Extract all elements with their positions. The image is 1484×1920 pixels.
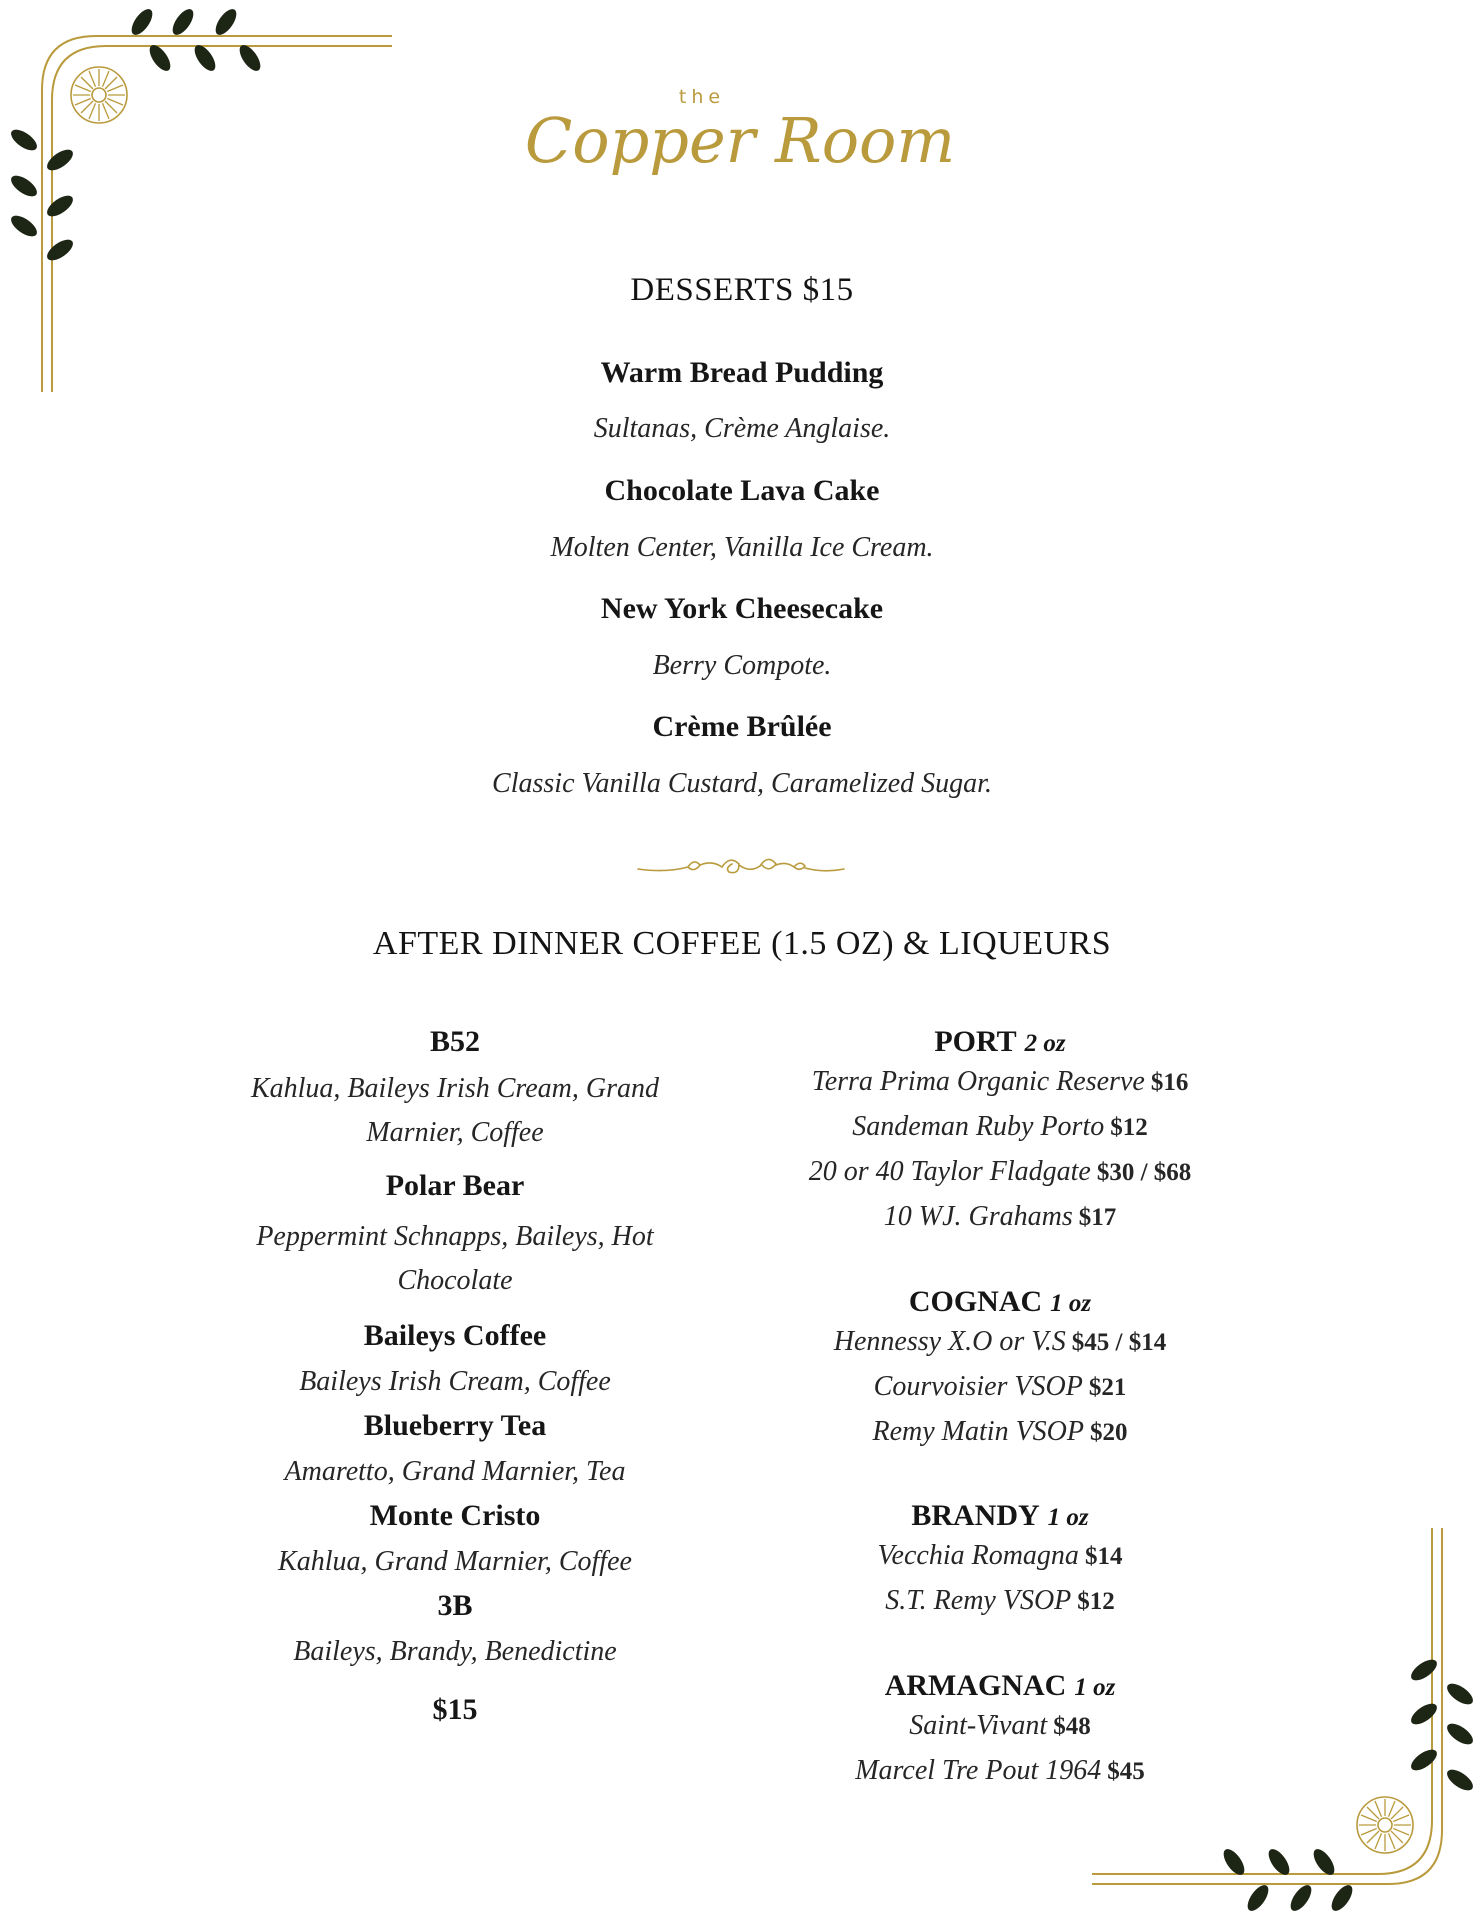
desserts-heading: DESSERTS $15	[630, 272, 854, 308]
spirit-line	[760, 1579, 1240, 1624]
dessert-desc: Classic Vanilla Custard, Caramelized Sugar.	[492, 768, 992, 799]
leaf-vine-icon	[8, 6, 265, 265]
top-left-corner-ornament	[0, 0, 400, 400]
spirit-item-name: Courvoisier VSOP	[873, 1371, 1083, 1402]
spirit-name: COGNAC	[908, 1285, 1043, 1318]
spirit-item-name: Sandeman Ruby Porto	[852, 1111, 1105, 1142]
spirit-heading	[760, 1666, 1240, 1708]
spirit-name: ARMAGNAC	[884, 1669, 1067, 1702]
spirits-armagnac	[760, 1666, 1240, 1794]
dessert-name: Warm Bread Pudding	[600, 356, 884, 389]
sunburst-icon	[71, 67, 127, 123]
spirit-item-price: $45	[1107, 1758, 1145, 1785]
spirits-cognac	[760, 1282, 1240, 1455]
after-dinner-heading: AFTER DINNER COFFEE (1.5 OZ) & LIQUEURS	[372, 925, 1112, 962]
spirit-line	[760, 1150, 1240, 1195]
coffee-item	[230, 1316, 680, 1404]
spirit-heading	[760, 1282, 1240, 1324]
spirit-item-price: $21	[1088, 1374, 1127, 1401]
spirit-unit: 2 oz	[1024, 1030, 1066, 1057]
coffee-list	[230, 1022, 680, 1730]
spirit-item-price: $20	[1090, 1419, 1128, 1446]
spirit-line	[760, 1365, 1240, 1410]
coffee-desc: Kahlua, Grand Marnier, Coffee	[278, 1546, 632, 1577]
logo-name: Copper Room	[524, 104, 956, 177]
dessert-name: Chocolate Lava Cake	[604, 474, 880, 507]
coffee-name: Polar Bear	[385, 1169, 525, 1202]
spirit-line	[760, 1060, 1240, 1105]
coffee-item	[230, 1166, 680, 1303]
spirit-item-price: $17	[1078, 1204, 1117, 1231]
coffee-name: Baileys Coffee	[363, 1319, 547, 1352]
spirits-port	[760, 1022, 1240, 1240]
spirit-heading	[760, 1022, 1240, 1064]
spirit-line	[760, 1749, 1240, 1794]
coffee-item	[230, 1406, 680, 1494]
coffee-name: B52	[429, 1025, 480, 1058]
spirit-item-price: $48	[1053, 1713, 1091, 1740]
spirit-item-name: Hennessy X.O or V.S	[833, 1326, 1066, 1357]
spirit-item-price: $14	[1084, 1543, 1123, 1570]
spirit-item-price: $16	[1150, 1069, 1189, 1096]
coffee-desc: Amaretto, Grand Marnier, Tea	[284, 1456, 626, 1487]
coffee-item	[230, 1496, 680, 1584]
logo-prefix: the	[678, 86, 726, 108]
spirit-unit: 1 oz	[1050, 1290, 1092, 1317]
spirits-brandy	[760, 1496, 1240, 1624]
coffee-name: 3B	[437, 1589, 473, 1622]
dessert-name: Crème Brûlée	[652, 710, 832, 743]
spirit-item-name: Marcel Tre Pout 1964	[855, 1755, 1102, 1786]
spirit-item-name: S.T. Remy VSOP	[885, 1585, 1072, 1616]
spirit-line	[760, 1410, 1240, 1455]
dessert-name: New York Cheesecake	[600, 592, 884, 625]
coffee-name: Monte Cristo	[369, 1499, 541, 1532]
coffee-item	[230, 1586, 680, 1674]
coffee-desc: Baileys, Brandy, Benedictine	[293, 1636, 617, 1667]
spirit-item-price: $12	[1077, 1588, 1115, 1615]
spirit-name: BRANDY	[911, 1499, 1040, 1532]
spirit-line	[760, 1704, 1240, 1749]
spirit-item-name: 20 or 40 Taylor Fladgate	[808, 1156, 1091, 1187]
spirit-item-name: Vecchia Romagna	[877, 1540, 1079, 1571]
spirit-heading	[760, 1496, 1240, 1538]
spirit-name: PORT	[934, 1025, 1017, 1058]
coffee-item	[230, 1022, 680, 1155]
spirit-item-name: 10 WJ. Grahams	[883, 1201, 1073, 1232]
coffee-desc: Kahlua, Baileys Irish Cream, Grand Marnier, Coffee	[250, 1073, 660, 1148]
coffee-desc: Baileys Irish Cream, Coffee	[299, 1366, 611, 1397]
coffee-price: $15	[432, 1693, 478, 1726]
spirit-unit: 1 oz	[1074, 1674, 1116, 1701]
spirit-item-price: $45 / $14	[1071, 1329, 1167, 1356]
spirit-line	[760, 1195, 1240, 1240]
spirit-item-name: Saint-Vivant	[909, 1710, 1048, 1741]
spirit-item-name: Terra Prima Organic Reserve	[811, 1066, 1145, 1097]
dessert-desc: Sultanas, Crème Anglaise.	[593, 413, 891, 444]
dessert-desc: Molten Center, Vanilla Ice Cream.	[550, 532, 934, 563]
flourish-divider-icon	[636, 850, 846, 884]
coffee-desc: Peppermint Schnapps, Baileys, Hot Chocolate	[256, 1221, 654, 1296]
spirit-line	[760, 1534, 1240, 1579]
dessert-desc: Berry Compote.	[652, 650, 832, 681]
spirit-unit: 1 oz	[1047, 1504, 1089, 1531]
spirit-item-price: $12	[1110, 1114, 1148, 1141]
spirit-line	[760, 1320, 1240, 1365]
coffee-name: Blueberry Tea	[363, 1409, 547, 1442]
logo-script	[524, 70, 956, 210]
spirit-item-name: Remy Matin VSOP	[872, 1416, 1084, 1447]
spirit-item-price: $30 / $68	[1096, 1159, 1192, 1186]
spirit-line	[760, 1105, 1240, 1150]
